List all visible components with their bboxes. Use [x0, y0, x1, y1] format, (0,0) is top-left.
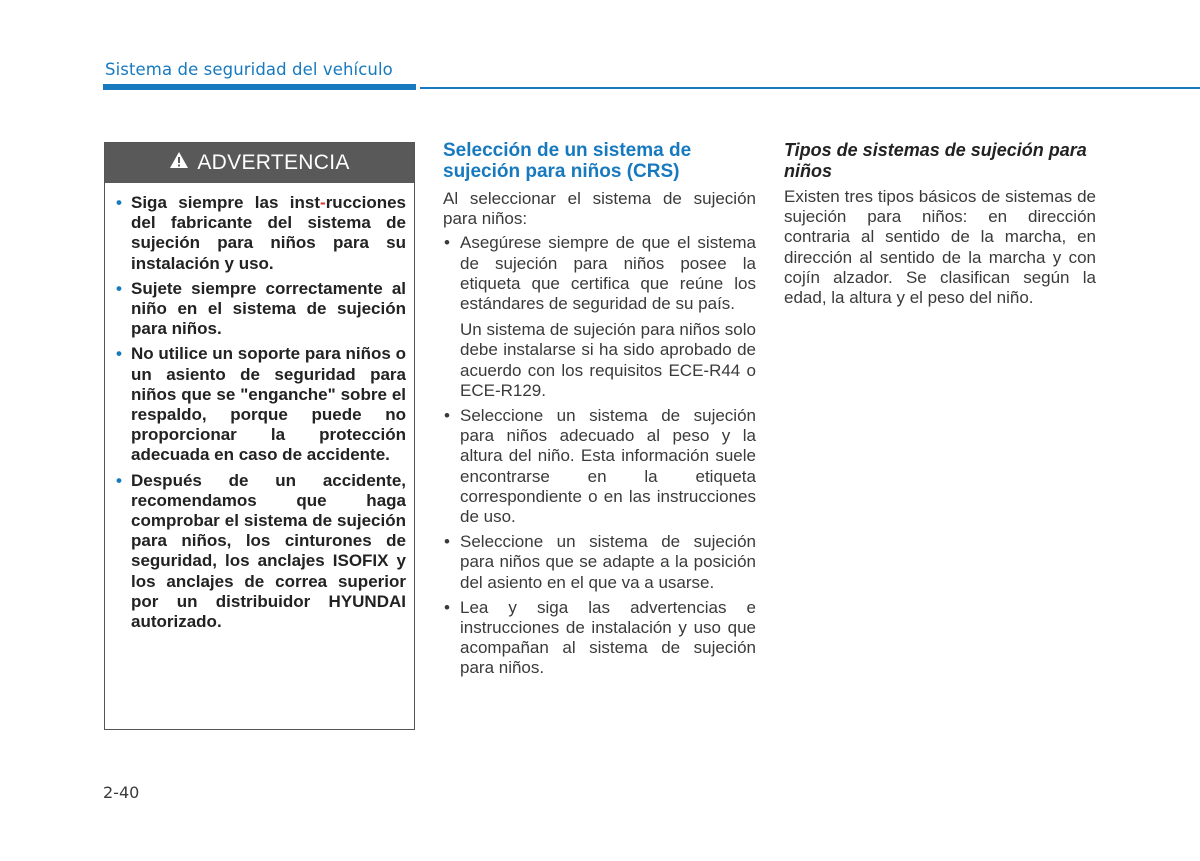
warning-item: • Sujete siempre correctamente al niño en el sistema de sujeción para niños.	[131, 279, 406, 340]
types-section	[784, 140, 1096, 308]
warning-item	[131, 193, 406, 274]
warning-item: • No utilice un soporte para niños o un asiento de seguridad para niños que se "enganche" sobre el respaldo, porque puede no proporcionar la protección adecuada en caso de accidente.	[131, 344, 406, 465]
selection-item	[460, 233, 756, 401]
warning-list	[105, 183, 414, 632]
warning-title: ADVERTENCIA	[197, 151, 350, 174]
selection-section	[443, 140, 756, 684]
warning-item-rest: rucciones del fabricante del sistema de sujeción para niños para su instalación y uso.	[131, 193, 406, 273]
selection-item-text: Asegúrese siempre de que el sistema de sujeción para niños posee la etiqueta que certifica que reúne los estándares de seguridad de su país.	[460, 233, 756, 314]
header-rule-thin	[420, 87, 1200, 89]
selection-item: • Lea y siga las advertencias e instrucciones de instalación y uso que acompañan al sistema de sujeción para niños.	[460, 598, 756, 679]
types-title: Tipos de sistemas de sujeción para niños	[784, 140, 1087, 181]
types-text: Existen tres tipos básicos de sistemas de sujeción para niños: en dirección contraria al sentido de la marcha, en dirección al sentido de la marcha y con cojín alzador. Se clasifican según la edad, la altura y el peso del niño.	[784, 187, 1096, 308]
selection-item: • Seleccione un sistema de sujeción para niños adecuado al peso y la altura del niño. Esta información suele encontrarse en la etiqueta correspondiente o en las instrucciones de uso.	[460, 406, 756, 527]
selection-item-note: Un sistema de sujeción para niños solo debe instalarse si ha sido aprobado de acuerdo con los requisitos ECE-R44 o ECE-R129.	[460, 320, 756, 400]
warning-item-lead: Siga siempre las inst	[131, 193, 321, 212]
warning-item: • Después de un accidente, recomendamos que haga comprobar el sistema de sujeción para niños, los cinturones de seguridad, los anclajes ISOFIX y los anclajes de correa superior por un distribuidor HYUNDAI autorizado.	[131, 471, 406, 633]
selection-title: Selección de un sistema de sujeción para niños (CRS)	[443, 140, 692, 182]
page-header-title: Sistema de seguridad del vehículo	[105, 60, 393, 79]
selection-list	[443, 233, 756, 678]
warning-triangle-icon	[169, 151, 189, 175]
warning-box	[104, 142, 415, 730]
warning-header	[105, 143, 414, 183]
header-rule-thick	[103, 84, 416, 90]
warning-item-hyphen: -	[320, 193, 326, 212]
page-number: 2-40	[103, 783, 140, 802]
selection-item: • Seleccione un sistema de sujeción para niños que se adapte a la posición del asiento en el que va a usarse.	[460, 532, 756, 593]
selection-intro: Al seleccionar el sistema de sujeción para niños:	[443, 189, 756, 229]
